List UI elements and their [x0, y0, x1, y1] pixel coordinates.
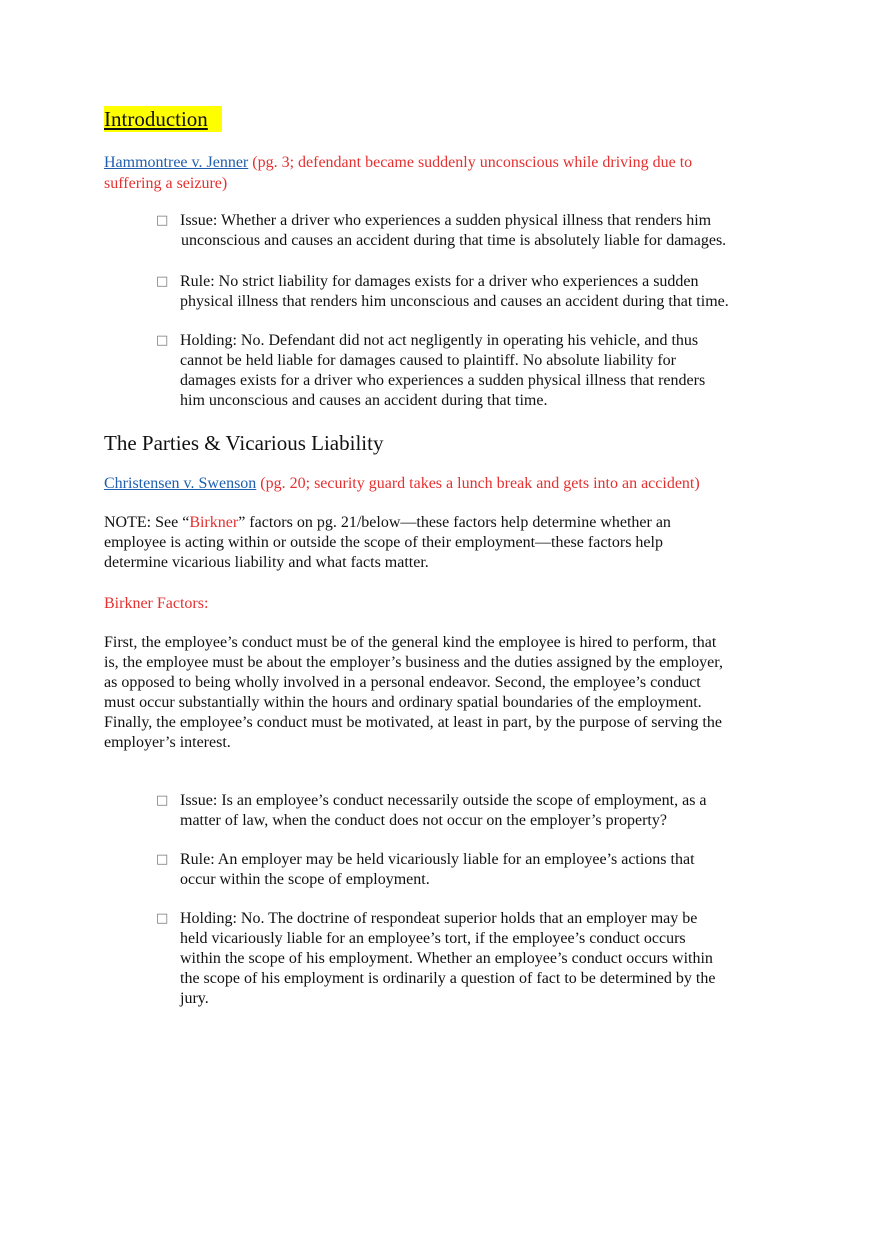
case-note-christensen: (pg. 20; security guard takes a lunch break and gets into an accident) — [256, 475, 700, 492]
bullet-holding-2 — [156, 909, 786, 1009]
bullet-box-icon: □ — [156, 274, 169, 289]
bullet-line: cannot be held liable for damages caused to plaintiff. No absolute liability for — [180, 352, 676, 369]
bullet-box-icon: □ — [156, 793, 169, 808]
bullet-line: Rule: An employer may be held vicariously liable for an employee’s actions that — [180, 851, 695, 868]
bullet-line: matter of law, when the conduct does not occur on the employer’s property? — [180, 812, 667, 829]
case-link-christensen[interactable]: Christensen v. Swenson — [104, 475, 257, 492]
birkner-note — [104, 513, 784, 573]
bullet-line: occur within the scope of employment. — [180, 871, 430, 888]
note-birkner-highlight: Birkner — [189, 514, 239, 531]
bullet-line: Holding: No. The doctrine of respondeat superior holds that an employer may be — [180, 910, 698, 927]
birkner-factors-paragraph — [104, 633, 784, 753]
bullet-line: held vicariously liable for an employee’s tort, if the employee’s conduct occurs — [180, 930, 686, 947]
bullet-line: Issue: Is an employee’s conduct necessarily outside the scope of employment, as a — [180, 792, 707, 809]
bullet-line: unconscious and causes an accident during that time is absolutely liable for damages. — [181, 232, 727, 249]
case-note-hammontree-line2: suffering a seizure) — [104, 175, 228, 192]
bullet-line: Issue: Whether a driver who experiences a sudden physical illness that renders him — [180, 212, 712, 229]
bullet-line: physical illness that renders him unconscious and causes an accident during that time. — [180, 293, 729, 310]
factors-line: is, the employee must be about the employer’s business and the duties assigned by the employer, — [104, 654, 723, 671]
bullet-line: the scope of his employment is ordinarily a question of fact to be determined by the — [180, 970, 716, 987]
bullet-rule-2 — [156, 850, 786, 890]
birkner-factors-heading: Birkner Factors: — [104, 595, 209, 612]
case-christensen — [104, 473, 804, 494]
factors-line: as opposed to being wholly involved in a personal endeavor. Second, the employee’s conduct — [104, 674, 701, 691]
bullet-issue-2 — [156, 791, 786, 831]
bullet-box-icon: □ — [156, 333, 169, 348]
bullet-holding-1 — [156, 331, 786, 411]
bullet-box-icon: □ — [156, 852, 169, 867]
bullet-line: Holding: No. Defendant did not act negligently in operating his vehicle, and thus — [180, 332, 699, 349]
bullet-issue-1 — [156, 211, 786, 251]
case-note-hammontree-line1: (pg. 3; defendant became suddenly unconscious while driving due to — [248, 154, 693, 171]
bullet-rule-1 — [156, 272, 786, 312]
note-line1-rest: ” factors on pg. 21/below—these factors help determine whether an — [238, 514, 671, 531]
factors-line: First, the employee’s conduct must be of the general kind the employee is hired to perform, that — [104, 634, 717, 651]
note-line3: determine vicarious liability and what facts matter. — [104, 554, 429, 571]
case-hammontree — [104, 152, 784, 194]
heading-parties-vicarious-liability: The Parties & Vicarious Liability — [104, 431, 384, 455]
bullet-line: within the scope of his employment. Whether an employee’s conduct occurs within — [180, 950, 713, 967]
bullet-box-icon: □ — [156, 213, 169, 228]
bullet-line: Rule: No strict liability for damages exists for a driver who experiences a sudden — [180, 273, 699, 290]
factors-line: employer’s interest. — [104, 734, 231, 751]
factors-line: must occur substantially within the hours and ordinary spatial boundaries of the employment. — [104, 694, 702, 711]
bullet-line: him unconscious and causes an accident during that time. — [180, 392, 548, 409]
bullet-line: damages exists for a driver who experiences a sudden physical illness that renders — [180, 372, 706, 389]
bullet-line: jury. — [180, 990, 209, 1007]
note-line2: employee is acting within or outside the scope of their employment—these factors help — [104, 534, 663, 551]
bullet-box-icon: □ — [156, 911, 169, 926]
note-prefix: NOTE: See “ — [104, 514, 190, 531]
heading-introduction: Introduction — [104, 106, 222, 132]
case-link-hammontree[interactable]: Hammontree v. Jenner — [104, 154, 249, 171]
factors-line: Finally, the employee’s conduct must be motivated, at least in part, by the purpose of serving the — [104, 714, 722, 731]
